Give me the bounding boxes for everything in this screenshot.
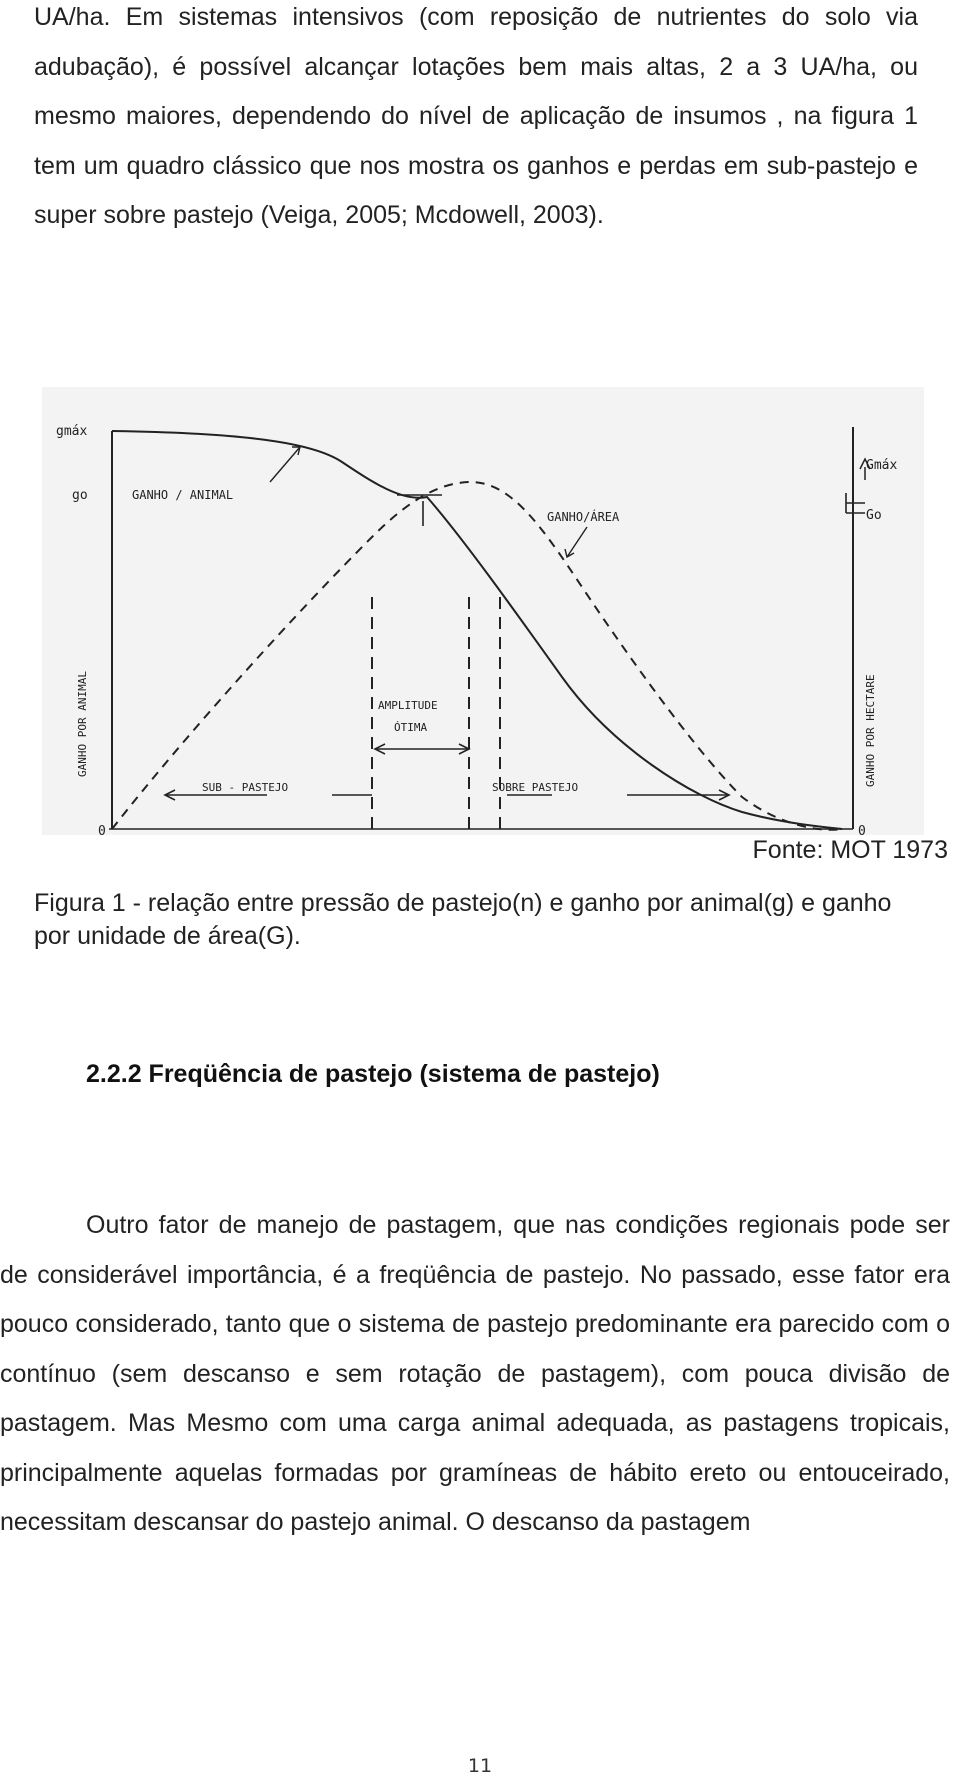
- gain-per-area-label: GANHO/ÁREA: [547, 510, 620, 524]
- amplitude-label-1: AMPLITUDE: [378, 699, 438, 712]
- intro-paragraph: UA/ha. Em sistemas intensivos (com reposição de nutrientes do solo via adubação), é possível alcançar lotações bem mais altas, 2 a 3 UA/ha, ou mesmo maiores, dependendo do nível de aplicação de insumos , na figura 1 tem um quadro clássico que nos mostra os ganhos e perdas em sub-pastejo e super sobre pastejo (Veiga, 2005; Mcdowell, 2003).: [34, 3, 918, 229]
- figure-source: Fonte: MOT 1973: [752, 836, 948, 864]
- g-o-label: go: [72, 488, 88, 503]
- zero-right-label: 0: [858, 824, 866, 835]
- figure-caption: Figura 1 - relação entre pressão de pastejo(n) e ganho por animal(g) e ganho por unidade de área(G).: [34, 889, 892, 950]
- gain-per-animal-label: GANHO / ANIMAL: [132, 488, 234, 502]
- gain-per-area-curve: [112, 482, 842, 830]
- y-axis-left-label: GANHO POR ANIMAL: [76, 671, 89, 777]
- sub-grazing-label: SUB - PASTEJO: [202, 781, 289, 794]
- y-axis-right-label: GANHO POR HECTARE: [864, 674, 877, 787]
- G-max-label: Gmáx: [866, 458, 898, 473]
- G-o-label: Go: [866, 508, 882, 523]
- over-grazing-label: SOBRE PASTEJO: [492, 781, 579, 794]
- page-number: 11: [467, 1755, 493, 1777]
- section-heading: 2.2.2 Freqüência de pastejo (sistema de pastejo): [86, 1060, 660, 1088]
- figure-1-grazing-chart: [42, 387, 924, 835]
- amplitude-label-2: ÓTIMA: [394, 721, 428, 734]
- body-paragraph: Outro fator de manejo de pastagem, que nas condições regionais pode ser de considerável importância, é a freqüência de pastejo. No passado, esse fator era pouco considerado, tanto que o sistema de pastejo predominante era parecido com o contínuo (sem descanso e sem rotação de pastagem), com pouca divisão de pastagem. Mas Mesmo com uma carga animal adequada, as pastagens tropicais, principalmente aquelas formadas por gramíneas de hábito ereto ou entouceirado, necessitam descansar do pastejo animal. O descanso da pastagem: [0, 1211, 950, 1536]
- g-max-label: gmáx: [56, 424, 88, 439]
- zero-left-label: 0: [98, 824, 106, 835]
